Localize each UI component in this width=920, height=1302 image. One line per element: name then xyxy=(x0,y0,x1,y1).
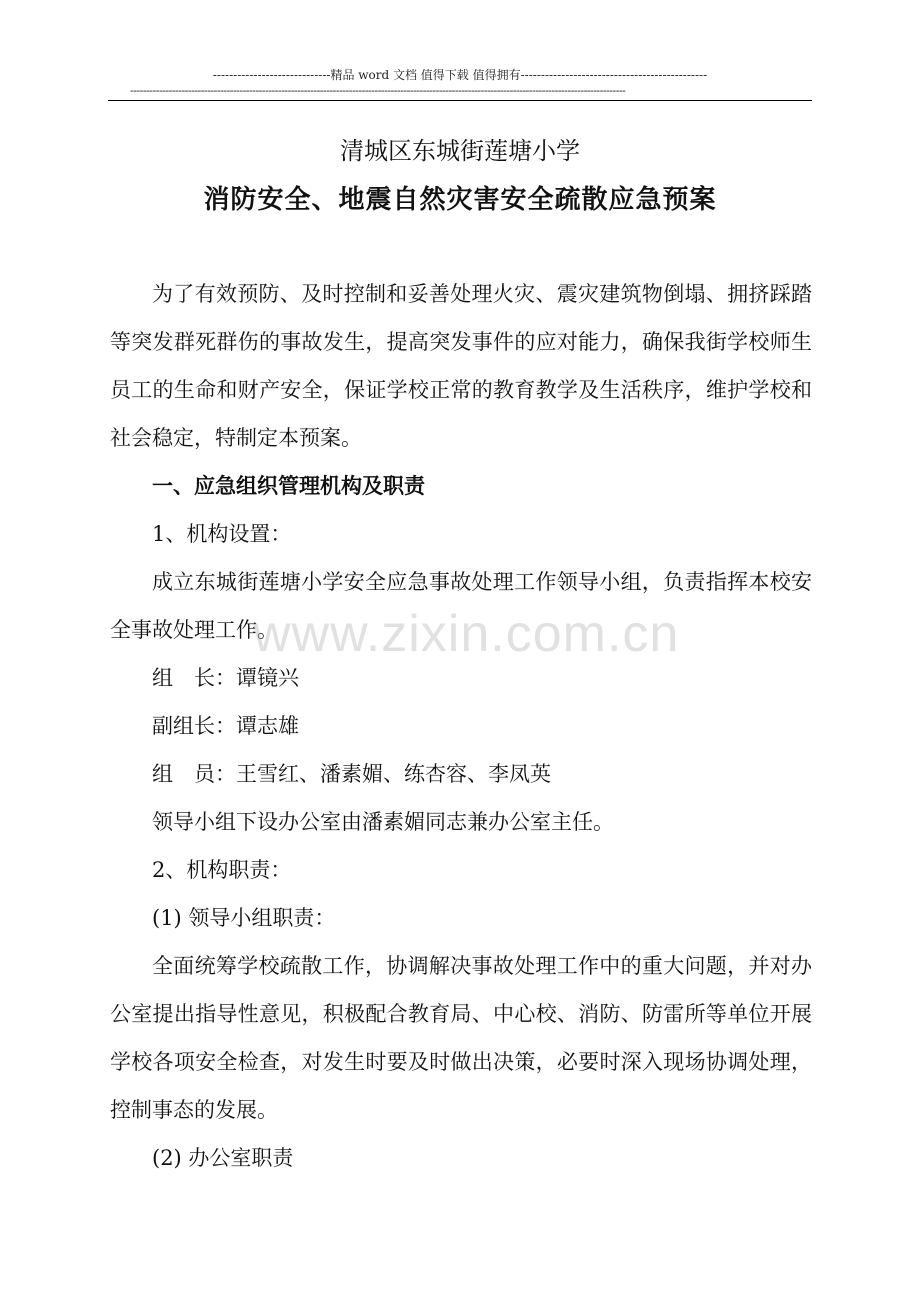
members-line: 组 员：王雪红、潘素媚、练杏容、李凤英 xyxy=(152,762,551,786)
intro-paragraph: 为了有效预防、及时控制和妥善处理火灾、震灾建筑物倒塌、拥挤踩踏等突发群死群伤的事故发生，提高突发事件的应对能力，确保我街学校师生员工的生命和财产安全，保证学校正常的教育教学及生活秩序，维护学校和社会稳定，特制定本预案。 xyxy=(110,282,812,450)
header-dash-line: ---------------------------------------------------------------------------------------------------------------------------------------------------------- xyxy=(130,84,626,97)
item-heading-1: 1、机构设置： xyxy=(152,522,292,546)
leader-line: 组 长：谭镜兴 xyxy=(152,666,299,690)
document-title: 消防安全、地震自然灾害安全疏散应急预案 xyxy=(203,185,717,215)
watermark: www.zixin.com.cn xyxy=(253,605,680,663)
header-rule xyxy=(108,100,812,101)
item1-paragraph: 成立东城街莲塘小学安全应急事故处理工作领导小组，负责指挥本校安全事故处理工作。 xyxy=(110,570,812,642)
deputy-line: 副组长：谭志雄 xyxy=(152,714,299,738)
sub-heading-1: (1) 领导小组职责： xyxy=(152,906,336,930)
item-heading-2: 2、机构职责： xyxy=(152,858,292,882)
sub-heading-2: (2) 办公室职责 xyxy=(152,1146,294,1170)
section-heading: 一、应急组织管理机构及职责 xyxy=(152,474,425,498)
header-banner: -----------------------------精品 word 文档 值得下载 值得拥有---------------------------------------------- xyxy=(212,68,708,82)
sub1-paragraph: 全面统筹学校疏散工作，协调解决事故处理工作中的重大问题，并对办公室提出指导性意见，积极配合教育局、中心校、消防、防雷所等单位开展学校各项安全检查，对发生时要及时做出决策，必要时深入现场协调处理，控制事态的发展。 xyxy=(110,954,812,1122)
office-note: 领导小组下设办公室由潘素媚同志兼办公室主任。 xyxy=(152,810,614,834)
school-name: 清城区东城街莲塘小学 xyxy=(340,137,580,165)
